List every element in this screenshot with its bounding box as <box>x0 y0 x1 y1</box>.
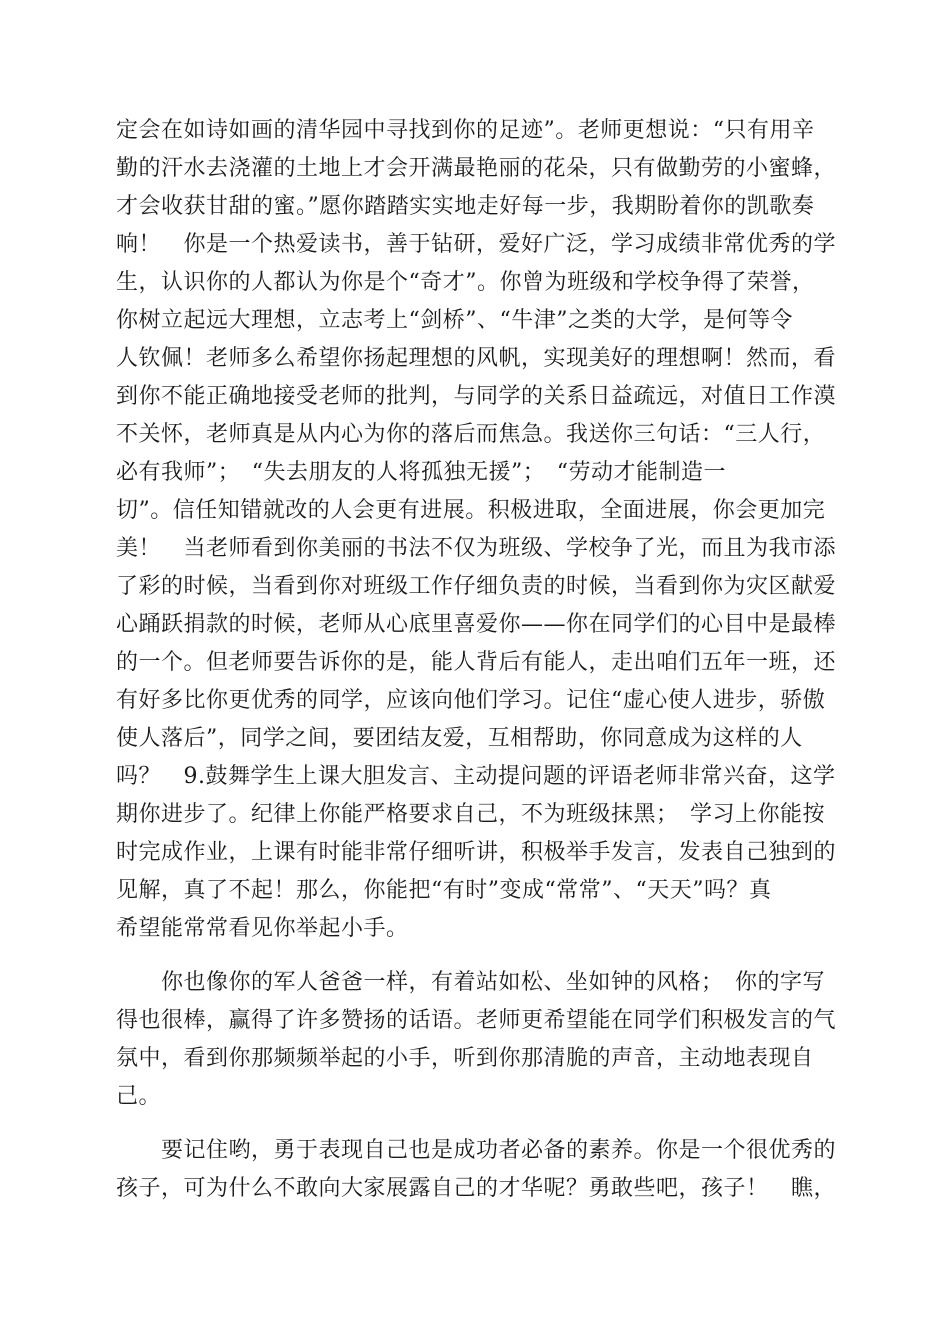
text-line: 使人落后”，同学之间，要团结友爱，互相帮助，你同意成为这样的人 <box>116 726 803 751</box>
text-line: 要记住哟，勇于表现自己也是成功者必备的素养。你是一个很优秀的 <box>116 1138 837 1163</box>
text-line: 美！ 当老师看到你美丽的书法不仅为班级、学校争了光，而且为我市添 <box>116 536 837 561</box>
text-line: 了彩的时候，当看到你对班级工作仔细负责的时候，当看到你为灾区献爱 <box>116 574 837 599</box>
text-line: 定会在如诗如画的清华园中寻找到你的足迹”。老师更想说：“只有用辛 <box>116 118 815 143</box>
text-line: 孩子，可为什么不敢向大家展露自己的才华呢？勇敢些吧，孩子！ 瞧， <box>116 1176 837 1201</box>
text-line: 己。 <box>116 1084 162 1109</box>
text-line: 氛中，看到你那频频举起的小手，听到你那清脆的声音，主动地表现自 <box>116 1046 814 1071</box>
text-line: 你也像你的军人爸爸一样，有着站如松、坐如钟的风格； 你的字写 <box>116 970 826 995</box>
text-line: 生，认识你的人都认为你是个“奇才”。你曾为班级和学校争得了荣誉， <box>116 270 815 295</box>
text-line: 不关怀，老师真是从内心为你的落后而焦急。我送你三句话：“三人行， <box>116 422 826 447</box>
text-line: 心踊跃捐款的时候，老师从心底里喜爱你——你在同学们的心目中是最棒 <box>116 612 837 637</box>
text-line: 必有我师”； “失去朋友的人将孤独无援”； “劳动才能制造一 <box>116 460 726 485</box>
text-line: 时完成作业，上课有时能非常仔细听讲，积极举手发言，发表自己独到的 <box>116 840 837 865</box>
text-line: 见解，真了不起！那么，你能把“有时”变成“常常”、“天天”吗？真 <box>116 878 772 903</box>
text-line: 有好多比你更优秀的同学，应该向他们学习。记住“虚心使人进步，骄傲 <box>116 688 826 713</box>
text-line: 你树立起远大理想，立志考上“剑桥”、“牛津”之类的大学，是何等令 <box>116 308 793 333</box>
text-line: 的一个。但老师要告诉你的是，能人背后有能人，走出咱们五年一班，还 <box>116 650 837 675</box>
text-line: 到你不能正确地接受老师的批判，与同学的关系日益疏远，对值日工作漠 <box>116 384 837 409</box>
text-line: 勤的汗水去浇灌的土地上才会开满最艳丽的花朵，只有做勤劳的小蜜蜂， <box>116 156 837 181</box>
text-line: 期你进步了。纪律上你能严格要求自己，不为班级抹黑； 学习上你能按 <box>116 802 826 827</box>
text-line: 才会收获甘甜的蜜。”愿你踏踏实实地走好每一步，我期盼着你的凯歌奏 <box>116 194 815 219</box>
text-line: 人钦佩！老师多么希望你扬起理想的风帆，实现美好的理想啊！然而，看 <box>116 346 837 371</box>
text-line: 吗？ 9.鼓舞学生上课大胆发言、主动提问题的评语老师非常兴奋，这学 <box>116 764 836 789</box>
text-line: 希望能常常看见你举起小手。 <box>116 916 409 941</box>
text-line: 得也很棒，赢得了许多赞扬的话语。老师更希望能在同学们积极发言的气 <box>116 1008 837 1033</box>
text-line: 响！ 你是一个热爱读书，善于钻研，爱好广泛，学习成绩非常优秀的学 <box>116 232 837 257</box>
text-line: 切”。信任知错就改的人会更有进展。积极进取，全面进展，你会更加完 <box>116 498 826 523</box>
